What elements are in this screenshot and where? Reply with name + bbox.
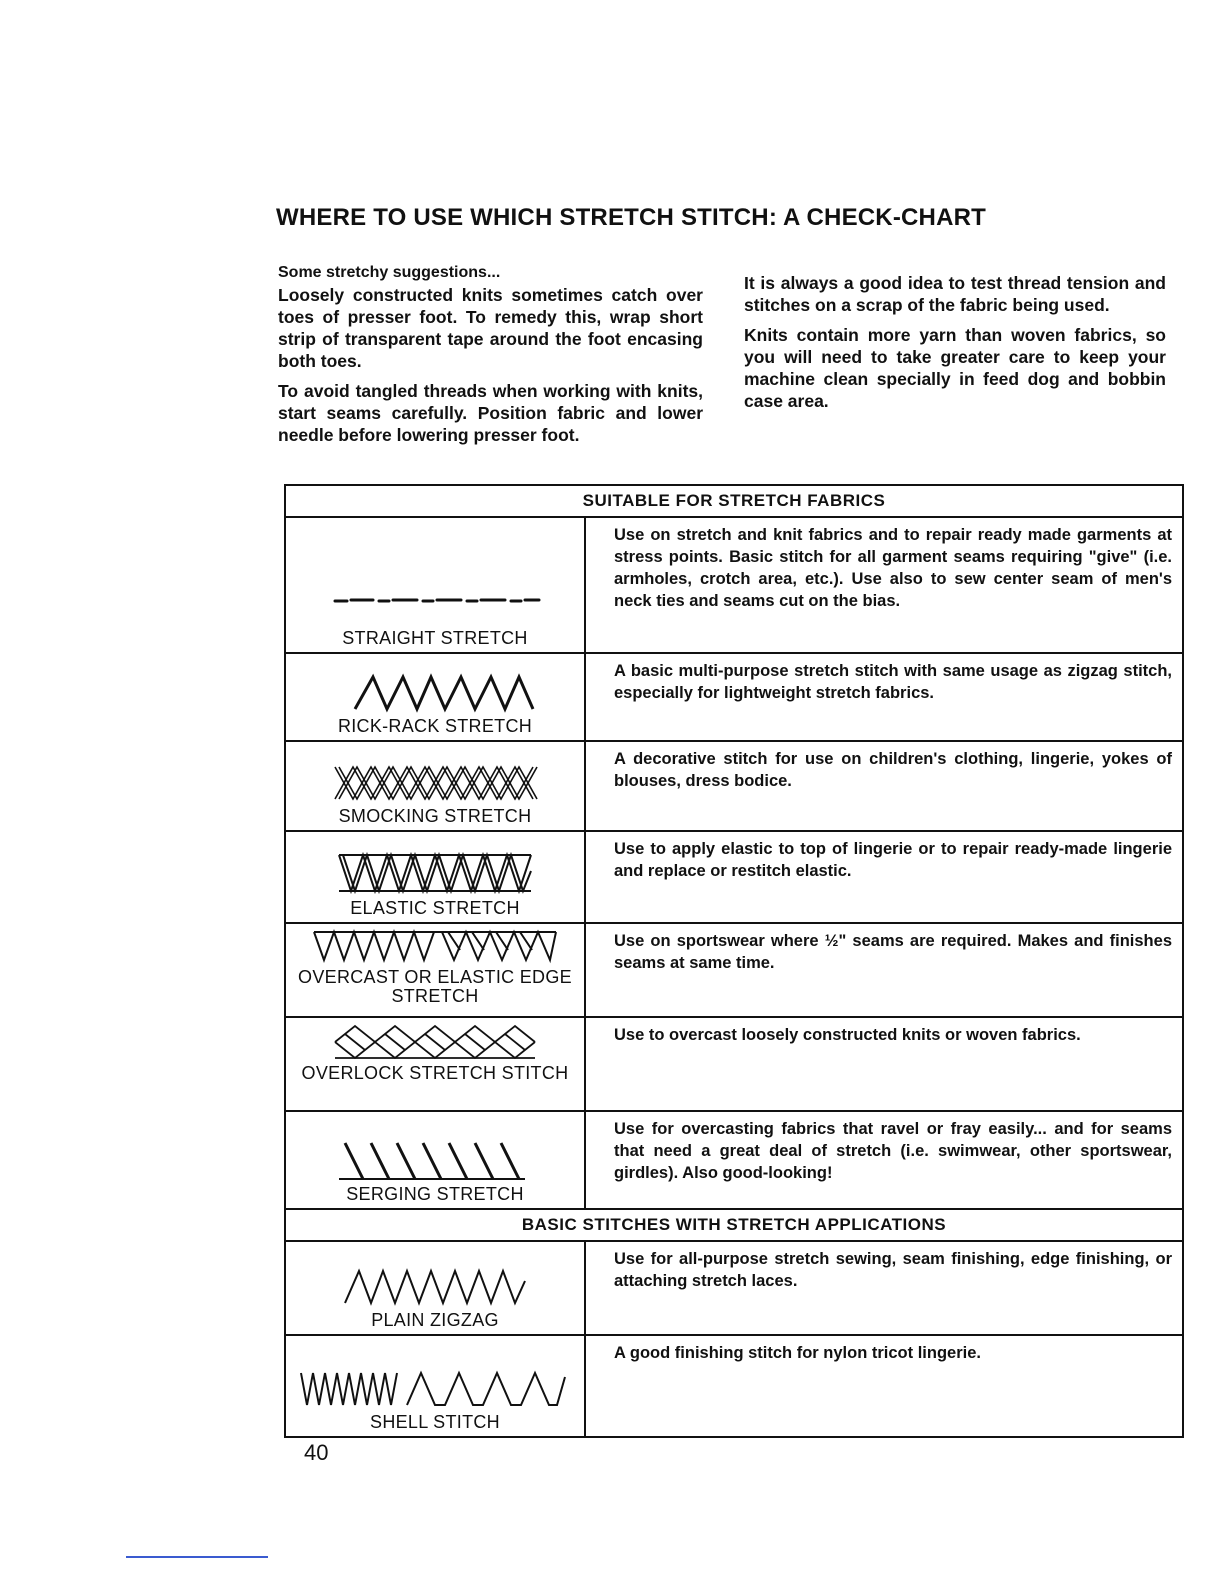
chart-row-overlock-stretch bbox=[284, 1018, 1184, 1112]
elastic-stitch-icon bbox=[325, 851, 545, 895]
left-paragraph-2: To avoid tangled threads when working with knits, start seams carefully. Position fabric and lower needle before lowering presser foot. bbox=[278, 381, 703, 445]
left-paragraph-1: Loosely constructed knits sometimes catch over toes of presser foot. To remedy this, wrap short strip of transparent tape around the foot encasing both toes. bbox=[278, 285, 703, 371]
stitch-description: Use for overcasting fabrics that ravel or fray easily... and for seams that need a great deal of stretch (i.e. swimwear, other sportswear, girdles). Also good-looking! bbox=[614, 1120, 1172, 1182]
chart-row-plain-zigzag bbox=[284, 1242, 1184, 1336]
chart-row-smocking-stretch bbox=[284, 742, 1184, 832]
stitch-cell bbox=[286, 742, 586, 830]
stitch-description: A decorative stitch for use on children's clothing, lingerie, yokes of blouses, dress bodice. bbox=[614, 750, 1172, 790]
stitch-name: SERGING STRETCH bbox=[346, 1184, 524, 1204]
stitch-check-chart bbox=[284, 484, 1184, 1438]
bottom-rule bbox=[126, 1556, 268, 1558]
stitch-cell bbox=[286, 518, 586, 652]
stitch-cell bbox=[286, 1018, 586, 1110]
stitch-name: OVERLOCK STRETCH STITCH bbox=[301, 1063, 569, 1083]
chart-row-elastic-stretch bbox=[284, 832, 1184, 924]
stitch-name: RICK-RACK STRETCH bbox=[337, 716, 533, 736]
stitch-description: Use on stretch and knit fabrics and to repair ready made garments at stress points. Basic stitch for all garment seams requiring "give" (i.e. armholes, crotch area, etc.). Use also to sew center seam of men's neck ties and seams cut on the bias. bbox=[614, 526, 1172, 610]
stitch-name: SMOCKING STRETCH bbox=[338, 806, 532, 826]
serging-stitch-icon bbox=[325, 1139, 545, 1181]
left-column bbox=[278, 262, 703, 454]
page-number: 40 bbox=[304, 1440, 329, 1465]
stitch-name: PLAIN ZIGZAG bbox=[371, 1310, 499, 1330]
stitch-description: A basic multi-purpose stretch stitch with same usage as zigzag stitch, especially for lightweight stretch fabrics. bbox=[614, 662, 1172, 702]
page-title: WHERE TO USE WHICH STRETCH STITCH: A CHECK-CHART bbox=[276, 204, 987, 231]
chart-row-shell-stitch bbox=[284, 1336, 1184, 1438]
stitch-description: Use to overcast loosely constructed knits or woven fabrics. bbox=[614, 1026, 1081, 1044]
stitch-description: A good finishing stitch for nylon tricot lingerie. bbox=[614, 1344, 981, 1362]
right-paragraph-1: It is always a good idea to test thread tension and stitches on a scrap of the fabric being used. bbox=[744, 273, 1166, 315]
suggestions-subheading: Some stretchy suggestions... bbox=[278, 264, 501, 281]
chart-row-rick-rack-stretch bbox=[284, 654, 1184, 742]
rick-rack-stitch-icon bbox=[335, 673, 535, 713]
stitch-name: OVERCAST OR ELASTIC EDGE STRETCH bbox=[298, 967, 572, 1006]
stitch-cell bbox=[286, 924, 586, 1016]
section-heading-basic-stitches: BASIC STITCHES WITH STRETCH APPLICATIONS bbox=[284, 1210, 1184, 1242]
right-paragraph-2: Knits contain more yarn than woven fabrics, so you will need to take greater care to keep your machine clean specially in feed dog and bobbin case area. bbox=[744, 325, 1166, 411]
stitch-cell bbox=[286, 1112, 586, 1208]
shell-stitch-icon bbox=[295, 1367, 575, 1409]
right-column bbox=[744, 272, 1166, 420]
stitch-cell bbox=[286, 1336, 586, 1436]
stitch-name: STRAIGHT STRETCH bbox=[342, 628, 528, 648]
zigzag-stitch-icon bbox=[325, 1267, 545, 1307]
stitch-name: ELASTIC STRETCH bbox=[350, 898, 520, 918]
overlock-stitch-icon bbox=[325, 1024, 545, 1060]
chart-row-straight-stretch bbox=[284, 518, 1184, 654]
smocking-stitch-icon bbox=[325, 763, 545, 803]
section-heading-stretch-fabrics: SUITABLE FOR STRETCH FABRICS bbox=[284, 484, 1184, 518]
stitch-description: Use on sportswear where ½" seams are required. Makes and finishes seams at same time. bbox=[614, 932, 1172, 972]
stitch-cell bbox=[286, 832, 586, 922]
straight-stretch-stitch-icon bbox=[325, 575, 545, 625]
stitch-description: Use for all-purpose stretch sewing, seam finishing, edge finishing, or attaching stretch laces. bbox=[614, 1250, 1172, 1290]
stitch-description: Use to apply elastic to top of lingerie or to repair ready-made lingerie and replace or restitch elastic. bbox=[614, 840, 1172, 880]
stitch-name: SHELL STITCH bbox=[370, 1412, 500, 1432]
overcast-stitch-icon bbox=[310, 928, 560, 964]
chart-row-serging-stretch bbox=[284, 1112, 1184, 1210]
stitch-cell bbox=[286, 654, 586, 740]
stitch-cell bbox=[286, 1242, 586, 1334]
chart-row-overcast-stretch bbox=[284, 924, 1184, 1018]
